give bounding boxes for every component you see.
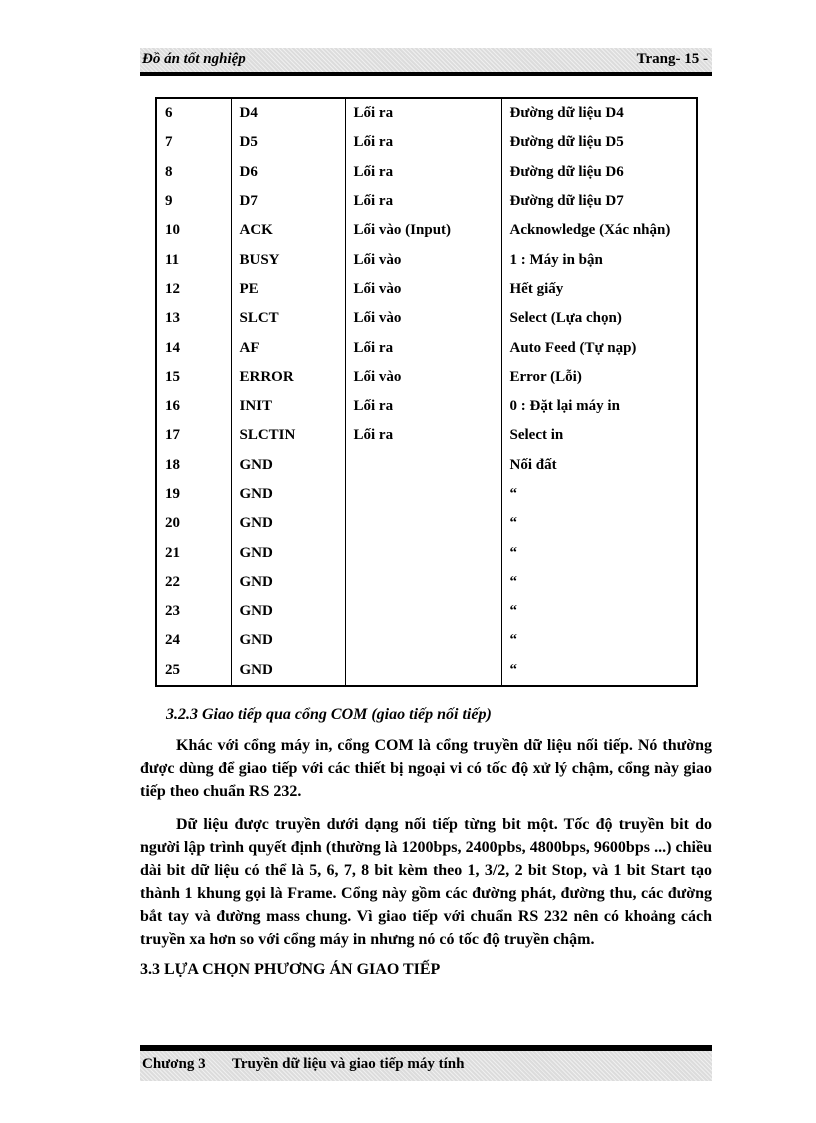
direction-cell — [345, 480, 501, 509]
pin-number-cell: 12 — [156, 275, 231, 304]
direction-cell: Lối vào — [345, 275, 501, 304]
pin-number-cell: 19 — [156, 480, 231, 509]
description-cell: Đường dữ liệu D4 — [501, 98, 697, 128]
table-row — [156, 538, 697, 567]
pin-number-cell: 23 — [156, 597, 231, 626]
subheading: 3.2.3 Giao tiếp qua cổng COM (giao tiếp nối tiếp) — [166, 706, 492, 723]
direction-cell — [345, 509, 501, 538]
signal-cell: D4 — [231, 98, 345, 128]
description-cell: Auto Feed (Tự nạp) — [501, 333, 697, 362]
paragraph-1: Khác với cổng máy in, cổng COM là cổng truyền dữ liệu nối tiếp. Nó thường được dùng để giao tiếp với các thiết bị ngoại vi có tốc độ xử lý chậm, cổng này giao tiếp theo chuẩn RS 232. — [140, 737, 712, 800]
description-cell: “ — [501, 509, 697, 538]
header-title: Đồ án tốt nghiệp — [142, 51, 246, 67]
pin-number-cell: 8 — [156, 158, 231, 187]
description-cell: Nối đất — [501, 451, 697, 480]
table-row — [156, 656, 697, 686]
description-cell: 0 : Đặt lại máy in — [501, 392, 697, 421]
pin-number-cell: 25 — [156, 656, 231, 686]
description-cell: “ — [501, 568, 697, 597]
direction-cell: Lối ra — [345, 421, 501, 450]
signal-cell: GND — [231, 597, 345, 626]
direction-cell: Lối ra — [345, 333, 501, 362]
direction-cell: Lối vào — [345, 245, 501, 274]
table-row — [156, 304, 697, 333]
body-content — [140, 706, 712, 979]
signal-cell: AF — [231, 333, 345, 362]
signal-cell: D6 — [231, 158, 345, 187]
direction-cell: Lối ra — [345, 158, 501, 187]
description-cell: “ — [501, 656, 697, 686]
direction-cell — [345, 626, 501, 655]
pin-number-cell: 24 — [156, 626, 231, 655]
pin-number-cell: 16 — [156, 392, 231, 421]
direction-cell: Lối ra — [345, 98, 501, 128]
pin-number-cell: 21 — [156, 538, 231, 567]
direction-cell — [345, 568, 501, 597]
signal-cell: GND — [231, 568, 345, 597]
paragraph-2: Dữ liệu được truyền dưới dạng nối tiếp từng bit một. Tốc độ truyền bit do người lập trình quyết định (thường là 1200bps, 2400pbs, 4800bps, 9600bps ...) chiều dài bit dữ liệu có thể là 5, 6, 7, 8 bit kèm theo 1, 3/2, 2 bit Stop, và 1 bit Start tạo thành 1 khung gọi là Frame. Cổng này gồm các đường phát, đường thu, các đường bắt tay và đường mass chung. Vì giao tiếp với chuẩn RS 232 nên có khoảng cách truyền xa hơn so với cổng máy in nhưng nó có tốc độ truyền chậm. — [140, 816, 712, 948]
pin-number-cell: 22 — [156, 568, 231, 597]
pin-table — [155, 97, 698, 687]
description-cell: 1 : Máy in bận — [501, 245, 697, 274]
direction-cell — [345, 451, 501, 480]
description-cell: “ — [501, 480, 697, 509]
table-row — [156, 245, 697, 274]
signal-cell: GND — [231, 480, 345, 509]
description-cell: “ — [501, 538, 697, 567]
direction-cell: Lối ra — [345, 128, 501, 157]
description-cell: “ — [501, 597, 697, 626]
signal-cell: GND — [231, 451, 345, 480]
section-heading: 3.3 LỰA CHỌN PHƯƠNG ÁN GIAO TIẾP — [140, 961, 441, 978]
signal-cell: GND — [231, 656, 345, 686]
signal-cell: GND — [231, 626, 345, 655]
pin-number-cell: 14 — [156, 333, 231, 362]
pin-table-body — [156, 98, 697, 686]
footer-title: Truyền dữ liệu và giao tiếp máy tính — [232, 1056, 465, 1072]
description-cell: Đường dữ liệu D5 — [501, 128, 697, 157]
page-header — [140, 48, 712, 76]
pin-number-cell: 11 — [156, 245, 231, 274]
pin-number-cell: 20 — [156, 509, 231, 538]
footer-chapter: Chương 3 — [142, 1056, 206, 1072]
signal-cell: GND — [231, 538, 345, 567]
direction-cell: Lối vào — [345, 304, 501, 333]
signal-cell: GND — [231, 509, 345, 538]
signal-cell: SLCTIN — [231, 421, 345, 450]
description-cell: Select (Lựa chọn) — [501, 304, 697, 333]
signal-cell: ACK — [231, 216, 345, 245]
description-cell: “ — [501, 626, 697, 655]
table-row — [156, 98, 697, 128]
signal-cell: ERROR — [231, 363, 345, 392]
table-row — [156, 333, 697, 362]
table-row — [156, 216, 697, 245]
pin-number-cell: 9 — [156, 187, 231, 216]
table-row — [156, 421, 697, 450]
table-row — [156, 509, 697, 538]
direction-cell: Lối vào (Input) — [345, 216, 501, 245]
pin-number-cell: 13 — [156, 304, 231, 333]
page-number: Trang- 15 - — [636, 51, 708, 67]
pin-number-cell: 6 — [156, 98, 231, 128]
signal-cell: D5 — [231, 128, 345, 157]
pin-number-cell: 17 — [156, 421, 231, 450]
table-row — [156, 392, 697, 421]
direction-cell: Lối ra — [345, 392, 501, 421]
pin-number-cell: 10 — [156, 216, 231, 245]
signal-cell: D7 — [231, 187, 345, 216]
description-cell: Hết giấy — [501, 275, 697, 304]
description-cell: Select in — [501, 421, 697, 450]
table-row — [156, 597, 697, 626]
direction-cell — [345, 656, 501, 686]
table-row — [156, 480, 697, 509]
signal-cell: SLCT — [231, 304, 345, 333]
pin-number-cell: 7 — [156, 128, 231, 157]
table-row — [156, 275, 697, 304]
signal-cell: PE — [231, 275, 345, 304]
pin-number-cell: 15 — [156, 363, 231, 392]
table-row — [156, 451, 697, 480]
table-row — [156, 158, 697, 187]
description-cell: Đường dữ liệu D6 — [501, 158, 697, 187]
description-cell: Đường dữ liệu D7 — [501, 187, 697, 216]
description-cell: Error (Lỗi) — [501, 363, 697, 392]
table-row — [156, 363, 697, 392]
direction-cell: Lối vào — [345, 363, 501, 392]
signal-cell: INIT — [231, 392, 345, 421]
table-row — [156, 187, 697, 216]
direction-cell — [345, 597, 501, 626]
direction-cell: Lối ra — [345, 187, 501, 216]
page-footer — [140, 1045, 712, 1081]
direction-cell — [345, 538, 501, 567]
table-row — [156, 568, 697, 597]
signal-cell: BUSY — [231, 245, 345, 274]
description-cell: Acknowledge (Xác nhận) — [501, 216, 697, 245]
table-row — [156, 128, 697, 157]
pin-number-cell: 18 — [156, 451, 231, 480]
table-row — [156, 626, 697, 655]
